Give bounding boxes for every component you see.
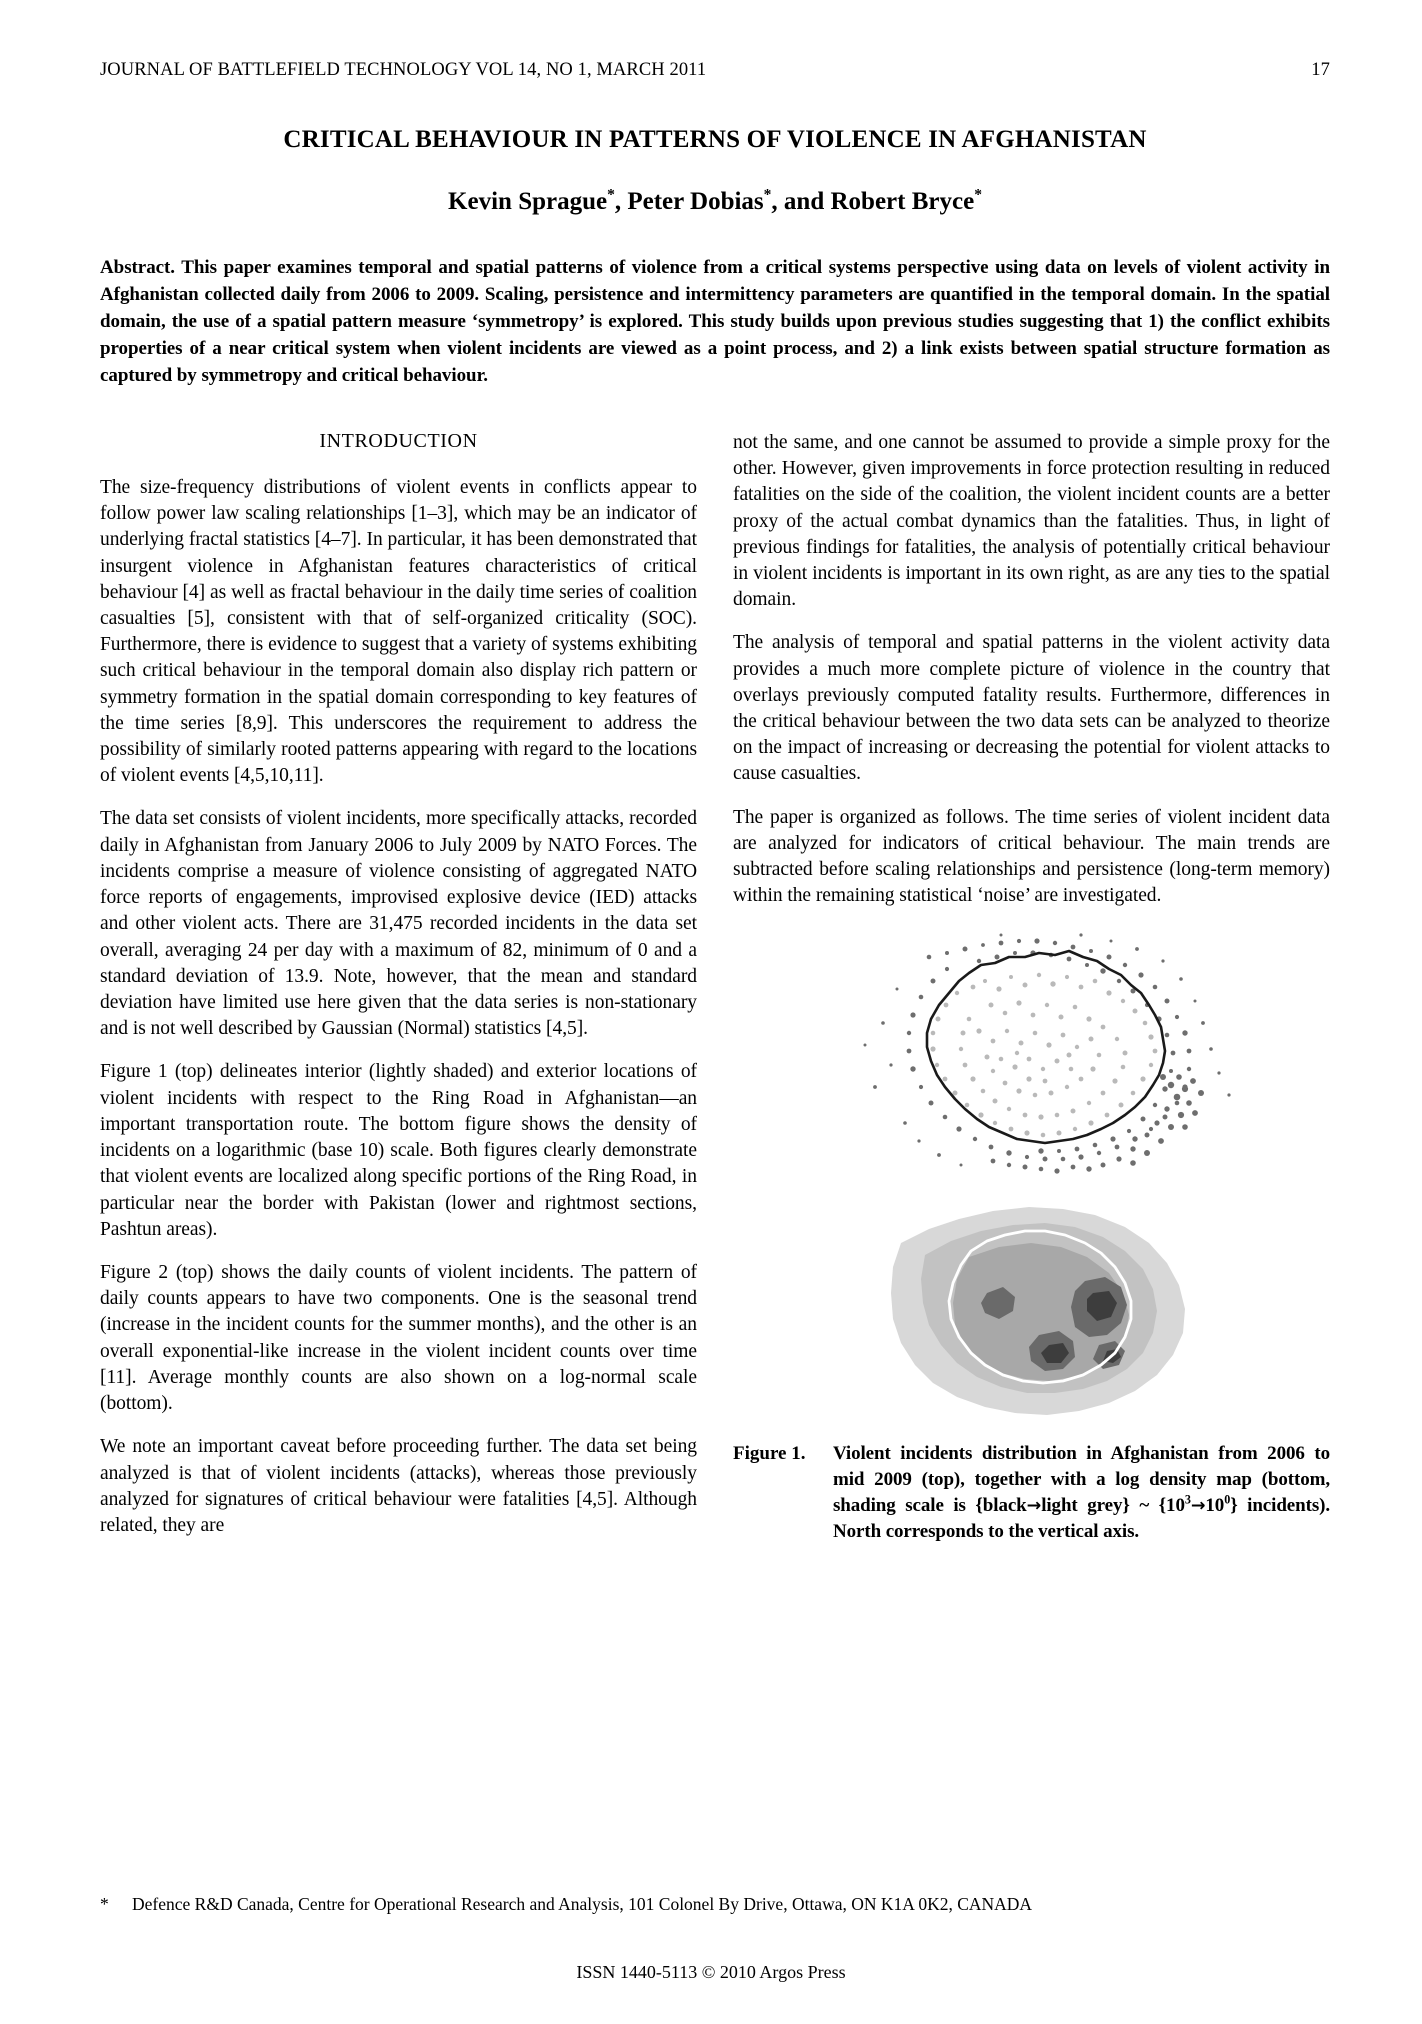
paragraph: The analysis of temporal and spatial patterns in the violent activity data provides a much more complete picture of violence in the country that overlays previously computed fatality results. Furthermore, differences in the critical behaviour between the two data sets can be analyzed to theorize on the impact of increasing or decreasing the potential for violent attacks to cause casualties.	[733, 632, 1330, 785]
running-head	[100, 60, 1330, 81]
caption-segment-4: } incidents). North corresponds to the vertical axis.	[833, 1495, 1330, 1543]
footnote-marker: *	[100, 1894, 109, 1914]
right-column	[733, 430, 1330, 1546]
author-separator-2: , and	[771, 188, 831, 215]
page-content	[100, 60, 1330, 1545]
footnote-text: Defence R&D Canada, Centre for Operational Research and Analysis, 101 Colonel By Drive, Ottawa, ON K1A 0K2, CANADA	[132, 1894, 1033, 1914]
paragraph: The data set consists of violent incidents, more specifically attacks, recorded daily in Afghanistan from January 2006 to July 2009 by NATO Forces. The incidents comprise a measure of violence consisting of aggregated NATO force reports of engagements, improvised explosive device (IED) attacks and other violent acts. There are 31,475 recorded incidents in the data set overall, averaging 24 per day with a maximum of 82, minimum of 0 and a standard deviation of 13.9. Note, however, that the mean and standard deviation have limited use here given that the data series is non-stationary and is not well described by Gaussian (Normal) statistics [4,5].	[100, 808, 697, 1040]
log-density-map	[733, 1185, 1330, 1425]
paragraph: We note an important caveat before proceeding further. The data set being analyzed is that of violent incidents (attacks), whereas those previously analyzed for signatures of critical behaviour were fatalities [4,5]. Although related, they are	[100, 1436, 697, 1536]
author-name-2: Peter Dobias	[627, 188, 764, 215]
author-name-1: Kevin Sprague	[448, 188, 608, 215]
page-number: 17	[1311, 60, 1330, 80]
caption-segment-1: Violent incidents distribution in Afghanistan from 2006 to mid 2009 (top), together with a log density map (bottom, shading scale is {black	[833, 1442, 1330, 1516]
author-affiliation-mark-1: *	[607, 186, 615, 204]
scatter-map-svg	[733, 927, 1330, 1177]
section-heading-introduction: INTRODUCTION	[319, 429, 478, 452]
figure-1	[733, 927, 1330, 1546]
figure-caption-label: Figure 1.	[733, 1442, 806, 1464]
arrow-icon: →	[1026, 1496, 1042, 1516]
abstract-text: This paper examines temporal and spatial patterns of violence from a critical systems perspective using data on levels of violent activity in Afghanistan collected daily from 2006 to 2009. Scaling, persistence and intermittency parameters are quantified in the temporal domain. In the spatial domain, the use of a spatial pattern measure ‘symmetropy’ is explored. This study builds upon previous studies suggesting that 1) the conflict exhibits properties of a near critical system when violent incidents are viewed as a point process, and 2) a link exists between spatial structure formation as captured by symmetropy and critical behaviour.	[100, 257, 1330, 386]
caption-segment-3: 10	[1205, 1495, 1225, 1516]
paragraph: Figure 1 (top) delineates interior (lightly shaded) and exterior locations of violent incidents with respect to the Ring Road in Afghanistan—an important transportation route. The bottom figure shows the density of incidents on a logarithmic (base 10) scale. Both figures clearly demonstrate that violent events are localized along specific portions of the Ring Road, in particular near the border with Pakistan (lower and rightmost sections, Pashtun areas).	[100, 1061, 697, 1240]
exponent-0: 0	[1224, 1492, 1231, 1507]
page-title: CRITICAL BEHAVIOUR IN PATTERNS OF VIOLENCE IN AFGHANISTAN	[283, 126, 1147, 153]
colophon: ISSN 1440-5113 © 2010 Argos Press	[576, 1962, 846, 1982]
scatter-map-violent-incidents	[733, 927, 1330, 1177]
figure-caption-text	[833, 1441, 1330, 1546]
author-list	[100, 187, 1330, 217]
exponent-3: 3	[1184, 1492, 1191, 1507]
abstract-label: Abstract.	[100, 257, 176, 278]
author-affiliation-mark-3: *	[974, 186, 982, 204]
paragraph: The paper is organized as follows. The time series of violent incident data are analyzed for indicators of critical behaviour. The main trends are subtracted before scaling relationships and persistence (long-term memory) within the remaining statistical ‘noise’ are investigated.	[733, 806, 1330, 907]
caption-segment-2: light grey} ~ {10	[1041, 1495, 1185, 1516]
left-column	[100, 430, 697, 1539]
figure-caption	[733, 1441, 1330, 1546]
author-name-3: Robert Bryce	[830, 188, 975, 215]
log-density-svg	[733, 1185, 1330, 1425]
footnote	[100, 1893, 1330, 1916]
paragraph: The size-frequency distributions of violent events in conflicts appear to follow power law scaling relationships [1–3], which may be an indicator of underlying fractal statistics [4–7]. In particular, it has been demonstrated that insurgent violence in Afghanistan features characteristics of critical behaviour [4] as well as fractal behaviour in the daily time series of coalition casualties [5], consistent with that of self-organized criticality (SOC). Furthermore, there is evidence to suggest that a variety of systems exhibiting such critical behaviour in the temporal domain also display rich pattern or symmetry formation in the spatial domain corresponding to key features of the time series [8,9]. This underscores the requirement to address the possibility of similarly rooted patterns appearing with regard to the locations of violent events [4,5,10,11].	[100, 476, 697, 787]
author-affiliation-mark-2: *	[763, 186, 772, 204]
author-separator-1: ,	[614, 188, 628, 215]
paragraph: Figure 2 (top) shows the daily counts of violent incidents. The pattern of daily counts appears to have two components. One is the seasonal trend (increase in the incident counts for the summer months), and the other is an overall exponential-like increase in the violent incident counts over time [11]. Average monthly counts are also shown on a log-normal scale (bottom).	[100, 1261, 697, 1415]
journal-title: JOURNAL OF BATTLEFIELD TECHNOLOGY VOL 14, NO 1, MARCH 2011	[100, 60, 707, 80]
abstract	[100, 255, 1330, 390]
arrow-icon: →	[1190, 1496, 1206, 1516]
body-columns	[100, 430, 1330, 1546]
paragraph: not the same, and one cannot be assumed to provide a simple proxy for the other. However, given improvements in force protection resulting in reduced fatalities on the side of the coalition, the violent incident counts are a better proxy of the actual combat dynamics than the fatalities. Thus, in light of previous findings for fatalities, the analysis of potentially critical behaviour in violent incidents is important in its own right, as are any ties to the spatial domain.	[733, 431, 1330, 611]
